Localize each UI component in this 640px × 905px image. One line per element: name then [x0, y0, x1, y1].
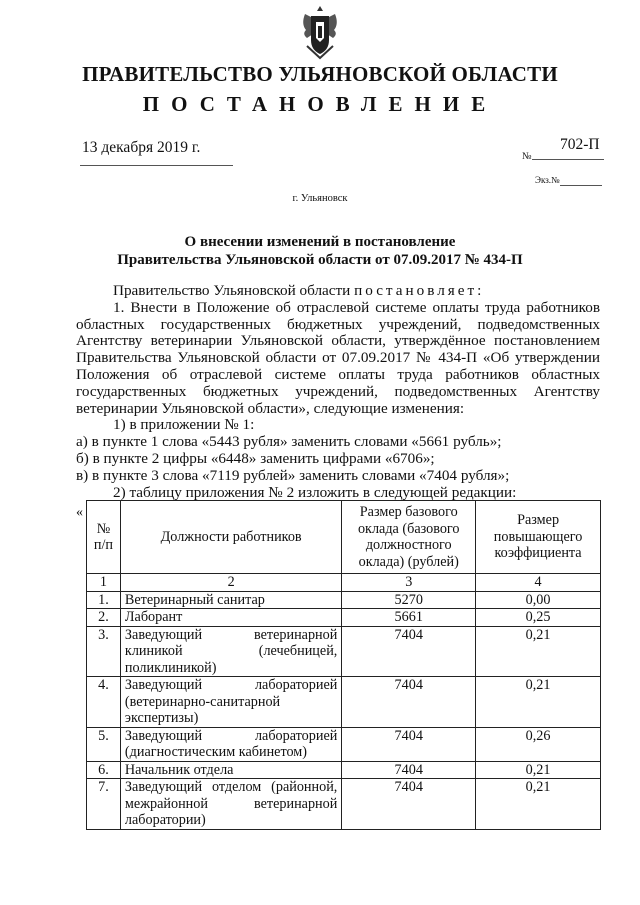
- table-row: [87, 761, 601, 779]
- header-number: № п/п: [87, 501, 121, 574]
- subitem-1: 1) в приложении № 1:: [113, 416, 255, 434]
- row-position: Ветеринарный санитар: [120, 591, 341, 609]
- row-salary: 7404: [342, 677, 476, 728]
- opening-quote: «: [76, 505, 83, 520]
- document-body: [76, 283, 600, 501]
- salary-table: [86, 500, 601, 830]
- table-row: [87, 626, 601, 677]
- table-row: [87, 727, 601, 761]
- row-salary: 7404: [342, 727, 476, 761]
- header-salary: Размер базового оклада (базового должностного оклада) (рублей): [342, 501, 476, 574]
- number-label: №: [522, 151, 532, 162]
- row-number: 7.: [87, 779, 121, 830]
- subitem-1b: б) в пункте 2 цифры «6448» заменить цифрами «6706»;: [76, 449, 435, 467]
- date-underline: [80, 165, 233, 166]
- table-row: [87, 779, 601, 830]
- title-line-2: Правительства Ульяновской области от 07.09.2017 № 434-П: [117, 252, 523, 268]
- row-coefficient: 0,00: [476, 591, 601, 609]
- subitem-2: 2) таблицу приложения № 2 изложить в следующей редакции:: [113, 483, 517, 501]
- decree-number: 702-П: [560, 136, 600, 153]
- row-coefficient: 0,21: [476, 779, 601, 830]
- copy-number-underline: [560, 185, 602, 186]
- row-position: Начальник отдела: [120, 761, 341, 779]
- index-cell: 1: [87, 574, 121, 592]
- table-header-row: [87, 501, 601, 574]
- row-coefficient: 0,25: [476, 609, 601, 627]
- row-coefficient: 0,21: [476, 677, 601, 728]
- intro-verb: постановляет:: [354, 282, 485, 299]
- table-row: [87, 591, 601, 609]
- row-coefficient: 0,21: [476, 761, 601, 779]
- row-number: 4.: [87, 677, 121, 728]
- index-cell: 4: [476, 574, 601, 592]
- index-cell: 3: [342, 574, 476, 592]
- row-salary: 7404: [342, 761, 476, 779]
- government-heading: ПРАВИТЕЛЬСТВО УЛЬЯНОВСКОЙ ОБЛАСТИ: [82, 62, 558, 86]
- copy-number-label: Экз.№: [535, 175, 560, 185]
- row-number: 1.: [87, 591, 121, 609]
- coat-of-arms-emblem: [297, 4, 343, 60]
- row-number: 2.: [87, 609, 121, 627]
- row-salary: 5270: [342, 591, 476, 609]
- header-coefficient: Размер повышающего коэффициента: [476, 501, 601, 574]
- intro-subject: Правительство Ульяновской области: [113, 282, 351, 299]
- intro-paragraph: [76, 283, 600, 300]
- row-number: 3.: [87, 626, 121, 677]
- header-position: Должности работников: [120, 501, 341, 574]
- paragraph-1: 1. Внести в Положение об отраслевой системе оплаты труда работников областных государственных бюджетных учреждений, подведомственных Агентству ветеринарии Ульяновской области, утверждённое постановлением Правительства Ульяновской области от 07.09.2017 № 434-П «Об утверждении Положения об отраслевой системе оплаты труда работников областных государственных бюджетных учреждений, подведомственных Агентству ветеринарии Ульяновской области», следующие изменения:: [76, 298, 600, 417]
- row-coefficient: 0,26: [476, 727, 601, 761]
- row-position: Заведующий ветеринарной клиникой (лечебницей, поликлиникой): [120, 626, 341, 677]
- row-salary: 7404: [342, 626, 476, 677]
- row-coefficient: 0,21: [476, 626, 601, 677]
- title-line-1: О внесении изменений в постановление: [184, 234, 456, 250]
- table-index-row: [87, 574, 601, 592]
- decree-heading: ПОСТАНОВЛЕНИЕ: [142, 92, 498, 116]
- row-position: Заведующий лабораторией (ветеринарно-санитарной экспертизы): [120, 677, 341, 728]
- decree-date: 13 декабря 2019 г.: [82, 139, 201, 156]
- row-number: 6.: [87, 761, 121, 779]
- subitem-1c: в) в пункте 3 слова «7119 рублей» заменить словами «7404 рубля»;: [76, 466, 510, 484]
- subitem-1a: а) в пункте 1 слова «5443 рубля» заменить словами «5661 рубль»;: [76, 433, 502, 451]
- table-row: [87, 677, 601, 728]
- row-salary: 7404: [342, 779, 476, 830]
- table-row: [87, 609, 601, 627]
- row-number: 5.: [87, 727, 121, 761]
- number-underline: [532, 159, 604, 160]
- row-position: Лаборант: [120, 609, 341, 627]
- index-cell: 2: [120, 574, 341, 592]
- row-position: Заведующий отделом (районной, межрайонной ветеринарной лаборатории): [120, 779, 341, 830]
- city: г. Ульяновск: [292, 193, 348, 204]
- row-position: Заведующий лабораторией (диагностическим кабинетом): [120, 727, 341, 761]
- row-salary: 5661: [342, 609, 476, 627]
- document-title: [0, 233, 640, 269]
